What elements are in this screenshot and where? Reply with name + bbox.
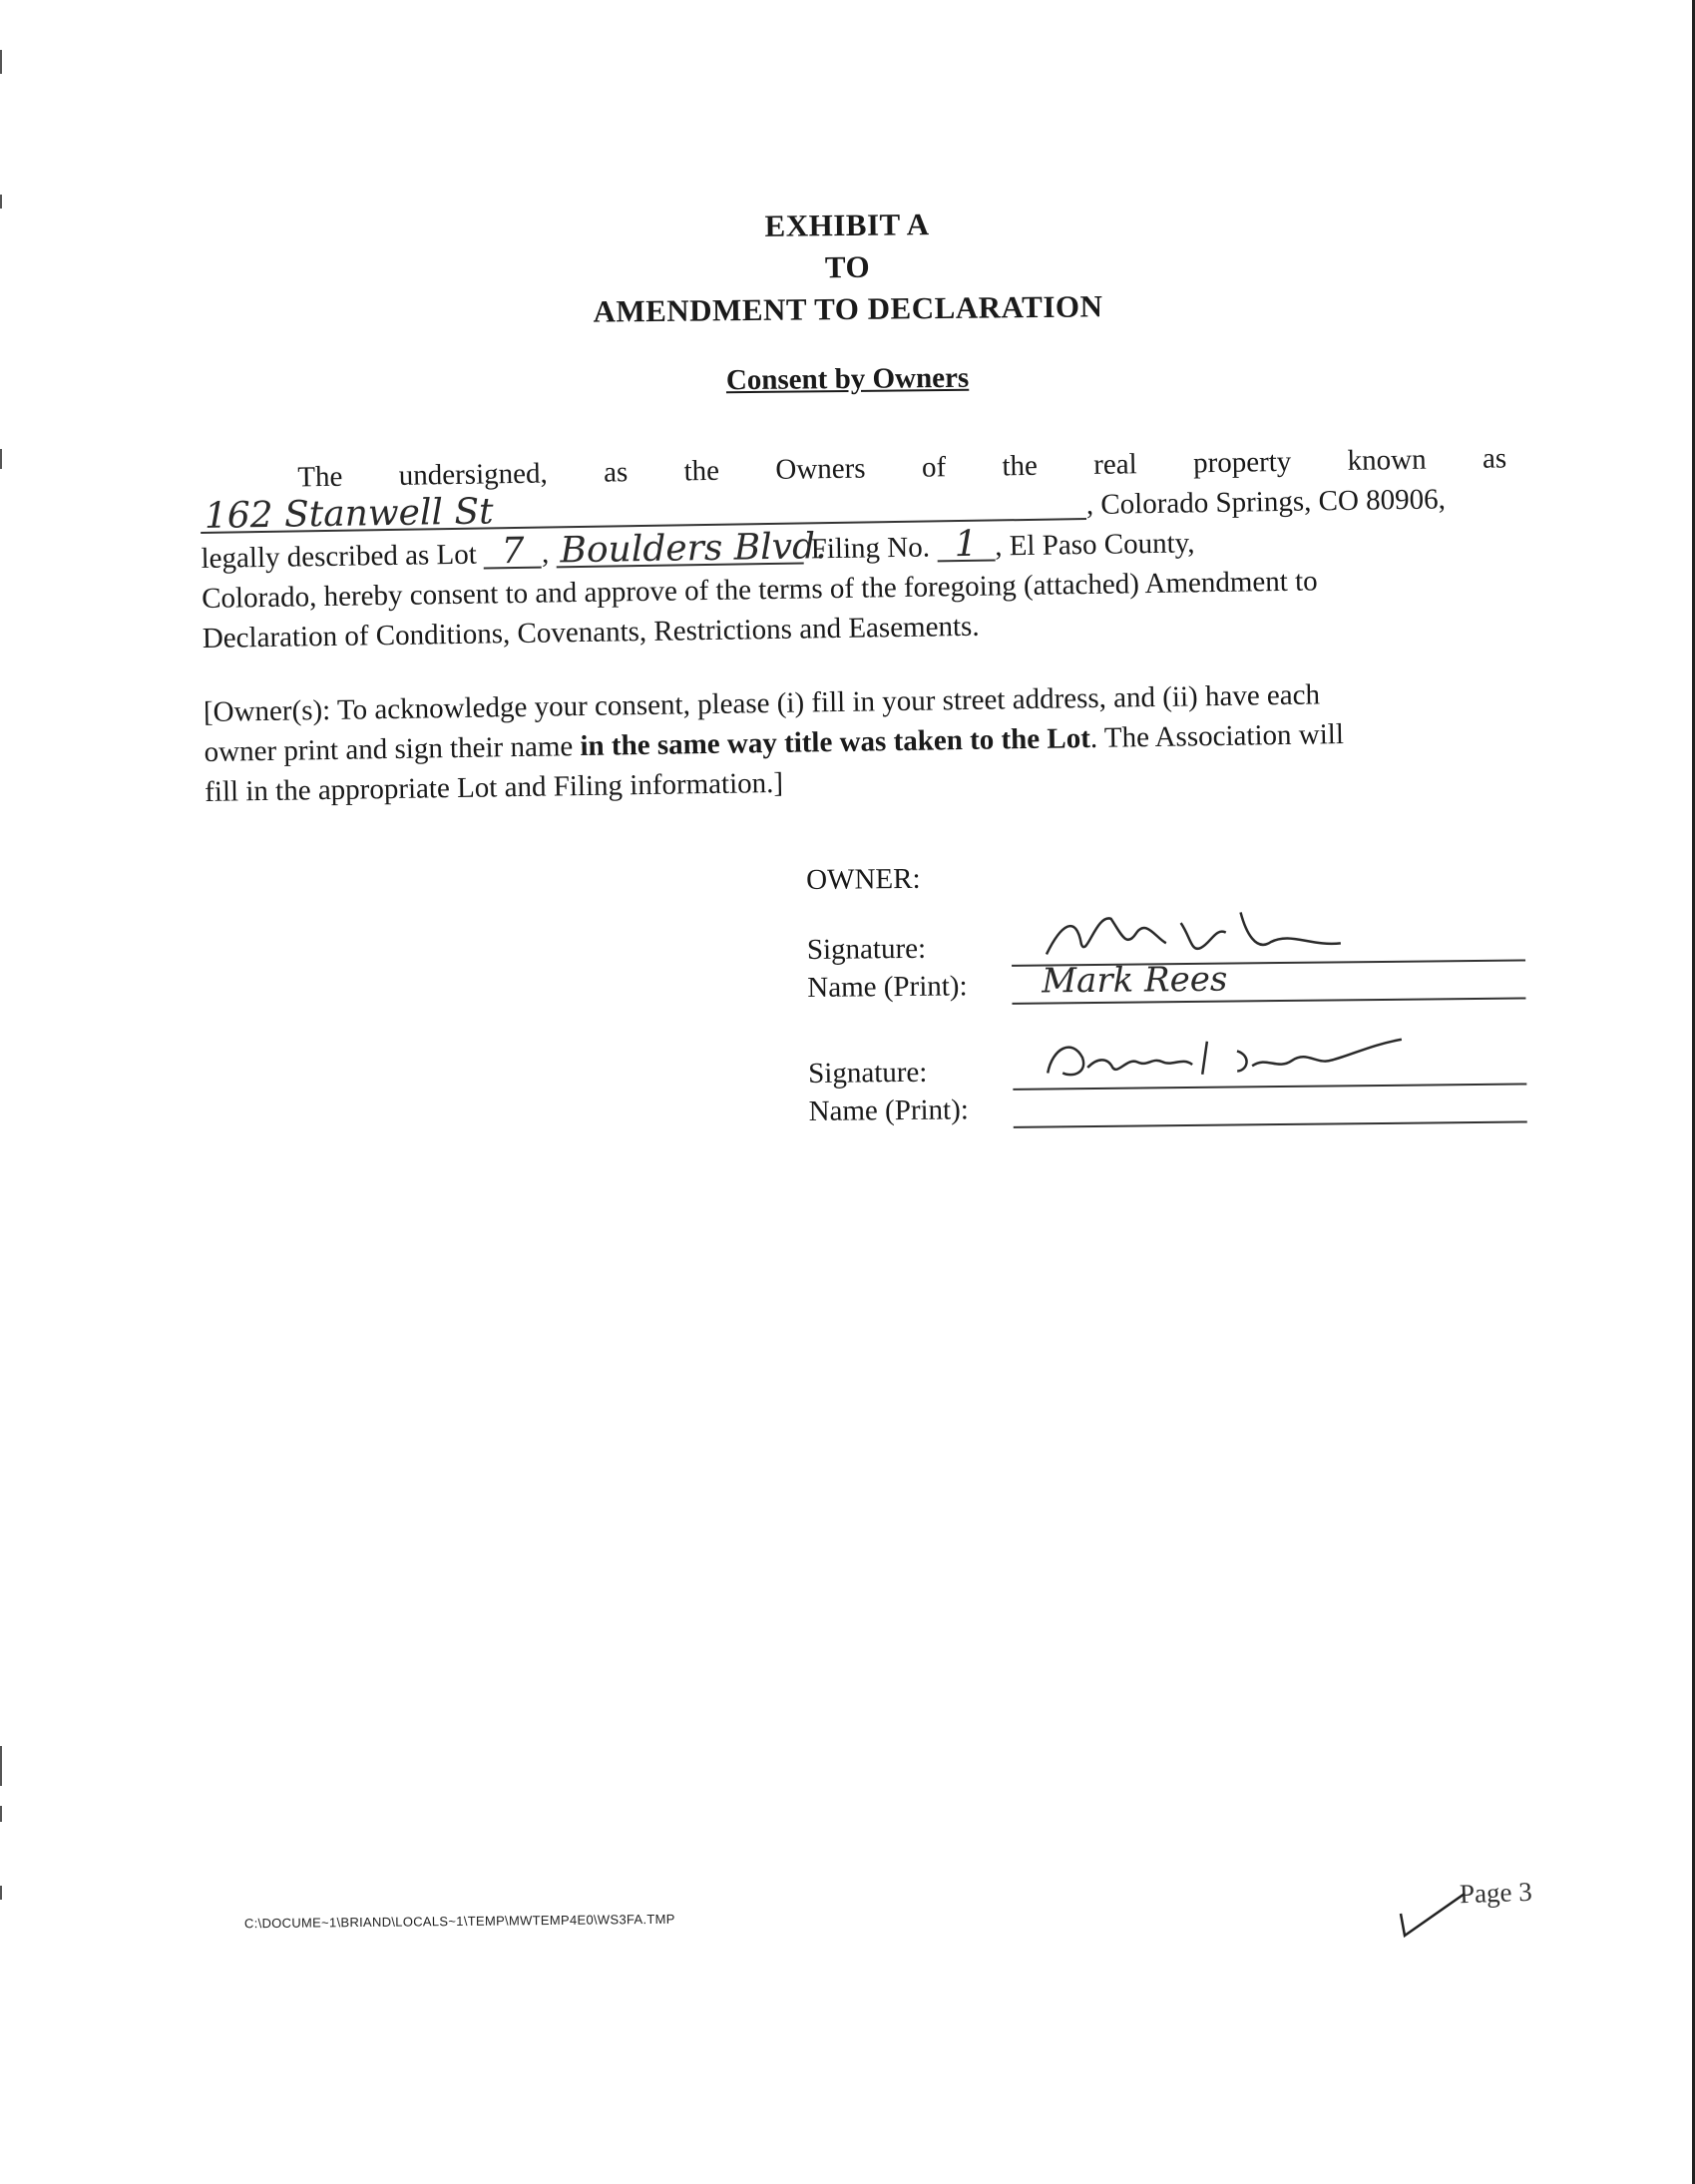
instr-line-1: [Owner(s): To acknowledge your consent, please (i) fill in your street address, and (ii) have each xyxy=(203,678,1321,728)
lot-field[interactable]: 7 xyxy=(484,537,542,570)
consent-paragraph xyxy=(200,438,1511,812)
owner-2 xyxy=(808,1047,1527,1130)
instructions-paragraph xyxy=(204,671,1512,812)
owner-2-name-field[interactable] xyxy=(1013,1087,1526,1127)
scan-mark xyxy=(0,50,2,74)
page-number: Page 3 xyxy=(1459,1876,1533,1910)
body-line-1: The undersigned, as the Owners of the real property known as xyxy=(297,442,1507,494)
owner-1-name-row: Name (Print): Mark Rees xyxy=(807,961,1525,1007)
subdivision-field[interactable]: Boulders Blvd. xyxy=(556,533,803,569)
owner-heading: OWNER: xyxy=(806,862,921,896)
owner-signature-block xyxy=(806,856,1527,1178)
owner-2-signature-row: Signature: xyxy=(808,1047,1526,1092)
title-block xyxy=(0,196,1695,339)
scan-mark xyxy=(0,449,2,469)
checkmark-icon xyxy=(1395,1884,1475,1944)
scan-mark xyxy=(0,195,2,209)
scan-mark xyxy=(0,1886,2,1900)
body-line-5: Declaration of Conditions, Covenants, Restrictions and Easements. xyxy=(202,610,980,655)
consent-heading: Consent by Owners xyxy=(725,361,970,397)
subtitle xyxy=(0,354,1695,405)
owner-1-printed-name: Mark Rees xyxy=(1042,959,1228,1002)
owner-2-signature xyxy=(1043,1025,1423,1089)
filing-field[interactable]: 1 xyxy=(937,529,995,562)
owner-2-name-row: Name (Print): xyxy=(808,1085,1526,1130)
instr-line-2: owner print and sign their name in the same way title was taken to the Lot. The Association will xyxy=(204,718,1345,768)
exhibit-to: TO xyxy=(824,248,871,285)
scan-mark xyxy=(0,1806,2,1822)
owner-2-signature-field[interactable] xyxy=(1013,1049,1526,1090)
body-line-2: 162 Stanwell St , Colorado Springs, CO 80906, xyxy=(201,478,1507,539)
body-line-3: legally described as Lot 7 , Boulders Blvd. Filing No. 1 , El Paso County, xyxy=(201,523,1195,575)
owner-1-signature-row: Signature: xyxy=(807,923,1525,969)
street-address-field[interactable]: 162 Stanwell St xyxy=(201,488,1086,534)
amendment-title: AMENDMENT TO DECLARATION xyxy=(593,288,1103,329)
body-line-4: Colorado, hereby consent to and approve of the terms of the foregoing (attached) Amendment to xyxy=(201,565,1318,615)
scan-mark xyxy=(0,1746,2,1786)
instr-line-3: fill in the appropriate Lot and Filing information.] xyxy=(204,766,784,808)
file-path-footer: C:\DOCUME~1\BRIAND\LOCALS~1\TEMP\MWTEMP4E0\WS3FA.TMP xyxy=(243,1911,675,1932)
owner-1-signature xyxy=(1041,901,1371,964)
owner-1 xyxy=(807,923,1526,1007)
exhibit-title: EXHIBIT A xyxy=(764,207,930,243)
